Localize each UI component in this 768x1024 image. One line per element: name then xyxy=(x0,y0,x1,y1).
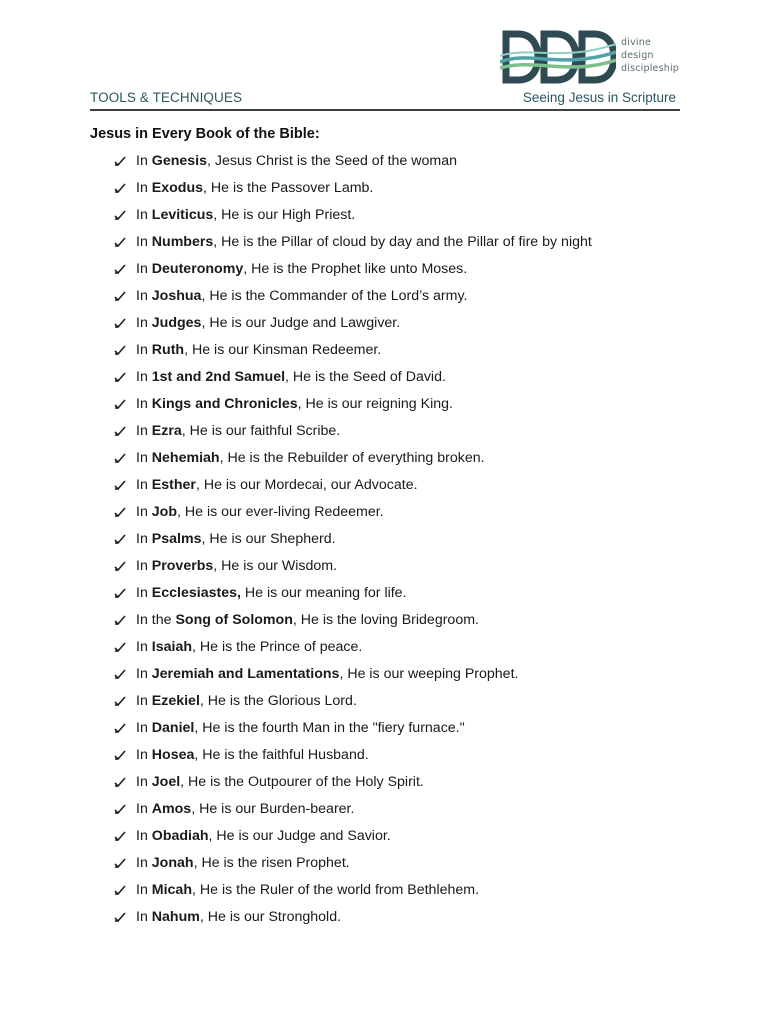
logo-word: design xyxy=(621,50,654,61)
checkmark-bullet-icon xyxy=(114,615,126,625)
item-prefix: In xyxy=(136,234,152,250)
list-item xyxy=(114,772,592,799)
list-item xyxy=(114,205,592,232)
item-prefix: In xyxy=(136,315,152,331)
item-description: , He is our reigning King. xyxy=(297,396,453,412)
list-item xyxy=(114,232,592,259)
book-name: Hosea xyxy=(151,747,195,763)
checkmark-bullet-icon xyxy=(114,912,126,922)
book-name: Esther xyxy=(151,477,196,493)
checkmark-bullet-icon xyxy=(114,507,126,517)
item-description: , He is the Commander of the Lord’s army. xyxy=(201,288,468,304)
item-prefix: In xyxy=(136,477,152,493)
book-name: Song of Solomon xyxy=(175,612,293,628)
book-name: Joshua xyxy=(151,288,202,304)
checkmark-bullet-icon xyxy=(114,453,126,463)
item-prefix: In xyxy=(136,801,152,817)
item-prefix: In xyxy=(136,558,152,574)
item-description: , He is our Mordecai, our Advocate. xyxy=(195,477,418,493)
book-name: Isaiah xyxy=(151,639,193,655)
list-item xyxy=(114,178,592,205)
checkmark-bullet-icon xyxy=(114,345,126,355)
book-name: Ezekiel xyxy=(151,693,200,709)
checkmark-bullet-icon xyxy=(114,399,126,409)
item-prefix: In xyxy=(136,585,152,601)
book-name: Exodus xyxy=(151,180,204,196)
item-description: , He is the Pillar of cloud by day and the Pillar of fire by night xyxy=(213,234,592,250)
page-header xyxy=(90,89,680,111)
book-name: Ruth xyxy=(151,342,185,358)
item-prefix: In xyxy=(136,666,152,682)
list-item xyxy=(114,394,592,421)
book-name: Obadiah xyxy=(151,828,209,844)
checkmark-bullet-icon xyxy=(114,264,126,274)
list-item xyxy=(114,286,592,313)
list-item xyxy=(114,637,592,664)
checkmark-bullet-icon xyxy=(114,885,126,895)
list-item xyxy=(114,691,592,718)
page-title: Jesus in Every Book of the Bible: xyxy=(90,126,320,142)
item-description: , He is the Prince of peace. xyxy=(192,639,363,655)
item-description: , He is our Judge and Savior. xyxy=(208,828,391,844)
item-description: , He is our weeping Prophet. xyxy=(339,666,519,682)
book-name: Joel xyxy=(151,774,181,790)
list-item xyxy=(114,664,592,691)
ddd-logo-mark-icon xyxy=(500,30,616,84)
list-item xyxy=(114,853,592,880)
list-item xyxy=(114,610,592,637)
list-item xyxy=(114,529,592,556)
item-description: , He is our Stronghold. xyxy=(199,909,342,925)
book-name: Proverbs xyxy=(151,558,214,574)
list-item xyxy=(114,448,592,475)
item-description: , He is our Shepherd. xyxy=(201,531,336,547)
item-prefix: In xyxy=(136,504,152,520)
book-list xyxy=(114,151,592,934)
item-description: , He is our Judge and Lawgiver. xyxy=(201,315,401,331)
item-prefix: In xyxy=(136,369,152,385)
checkmark-bullet-icon xyxy=(114,804,126,814)
item-prefix: In xyxy=(136,747,152,763)
item-prefix: In xyxy=(136,207,152,223)
logo xyxy=(500,30,690,84)
item-prefix: In xyxy=(136,693,152,709)
book-name: Job xyxy=(151,504,178,520)
item-description: , He is the Passover Lamb. xyxy=(203,180,374,196)
checkmark-bullet-icon xyxy=(114,777,126,787)
checkmark-bullet-icon xyxy=(114,750,126,760)
checkmark-bullet-icon xyxy=(114,426,126,436)
item-prefix: In xyxy=(136,828,152,844)
book-name: Daniel xyxy=(151,720,195,736)
list-item xyxy=(114,799,592,826)
item-description: , He is the risen Prophet. xyxy=(193,855,350,871)
checkmark-bullet-icon xyxy=(114,237,126,247)
book-name: Micah xyxy=(151,882,192,898)
item-description: , He is the Outpourer of the Holy Spirit. xyxy=(180,774,424,790)
item-description: He is our meaning for life. xyxy=(240,585,407,601)
checkmark-bullet-icon xyxy=(114,480,126,490)
checkmark-bullet-icon xyxy=(114,156,126,166)
logo-word: discipleship xyxy=(621,63,680,74)
list-item xyxy=(114,340,592,367)
item-description: , He is the fourth Man in the "fiery furnace." xyxy=(194,720,465,736)
book-name: Deuteronomy xyxy=(151,261,244,277)
checkmark-bullet-icon xyxy=(114,318,126,328)
logo-word: divine xyxy=(621,37,651,48)
checkmark-bullet-icon xyxy=(114,858,126,868)
book-name: Psalms xyxy=(151,531,202,547)
book-name: Genesis xyxy=(151,153,207,169)
list-item xyxy=(114,718,592,745)
checkmark-bullet-icon xyxy=(114,588,126,598)
list-item xyxy=(114,151,592,178)
book-name: Judges xyxy=(151,315,202,331)
checkmark-bullet-icon xyxy=(114,669,126,679)
item-prefix: In xyxy=(136,774,152,790)
logo-wordmark xyxy=(621,36,679,75)
item-prefix: In xyxy=(136,855,152,871)
item-prefix: In xyxy=(136,342,152,358)
item-description: , He is our faithful Scribe. xyxy=(181,423,341,439)
list-item xyxy=(114,475,592,502)
book-name: Kings and Chronicles xyxy=(151,396,298,412)
item-description: , He is the faithful Husband. xyxy=(194,747,369,763)
item-prefix: In xyxy=(136,531,152,547)
checkmark-bullet-icon xyxy=(114,372,126,382)
checkmark-bullet-icon xyxy=(114,561,126,571)
item-description: , He is our ever-living Redeemer. xyxy=(177,504,384,520)
list-item xyxy=(114,259,592,286)
item-prefix: In the xyxy=(136,612,176,628)
checkmark-bullet-icon xyxy=(114,291,126,301)
list-item xyxy=(114,556,592,583)
book-name: 1st and 2nd Samuel xyxy=(151,369,286,385)
list-item xyxy=(114,502,592,529)
item-prefix: In xyxy=(136,288,152,304)
item-description: , He is the Prophet like unto Moses. xyxy=(243,261,468,277)
book-name: Ezra xyxy=(151,423,182,439)
item-prefix: In xyxy=(136,153,152,169)
item-description: , He is our Kinsman Redeemer. xyxy=(184,342,382,358)
item-prefix: In xyxy=(136,450,152,466)
book-name: Numbers xyxy=(151,234,214,250)
list-item xyxy=(114,880,592,907)
item-description: , He is the loving Bridegroom. xyxy=(292,612,479,628)
list-item xyxy=(114,583,592,610)
item-prefix: In xyxy=(136,180,152,196)
item-description: , He is our Wisdom. xyxy=(213,558,338,574)
checkmark-bullet-icon xyxy=(114,183,126,193)
item-description: , He is our High Priest. xyxy=(213,207,356,223)
list-item xyxy=(114,313,592,340)
item-prefix: In xyxy=(136,909,152,925)
checkmark-bullet-icon xyxy=(114,642,126,652)
checkmark-bullet-icon xyxy=(114,831,126,841)
book-name: Leviticus xyxy=(151,207,214,223)
item-description: , He is the Seed of David. xyxy=(285,369,446,385)
item-prefix: In xyxy=(136,396,152,412)
book-name: Ecclesiastes, xyxy=(151,585,241,601)
book-name: Jonah xyxy=(151,855,194,871)
item-description: , Jesus Christ is the Seed of the woman xyxy=(207,153,457,169)
list-item xyxy=(114,367,592,394)
document-topic: Seeing Jesus in Scripture xyxy=(522,90,676,105)
item-description: , He is the Ruler of the world from Bethlehem. xyxy=(192,882,480,898)
item-prefix: In xyxy=(136,720,152,736)
item-description: , He is our Burden-bearer. xyxy=(191,801,355,817)
checkmark-bullet-icon xyxy=(114,696,126,706)
checkmark-bullet-icon xyxy=(114,723,126,733)
book-name: Nahum xyxy=(151,909,200,925)
item-prefix: In xyxy=(136,882,152,898)
section-label: TOOLS & TECHNIQUES xyxy=(90,90,243,105)
item-prefix: In xyxy=(136,261,152,277)
list-item xyxy=(114,826,592,853)
checkmark-bullet-icon xyxy=(114,210,126,220)
item-prefix: In xyxy=(136,639,152,655)
list-item xyxy=(114,907,592,934)
item-prefix: In xyxy=(136,423,152,439)
item-description: , He is the Glorious Lord. xyxy=(199,693,357,709)
list-item xyxy=(114,745,592,772)
book-name: Jeremiah and Lamentations xyxy=(151,666,340,682)
list-item xyxy=(114,421,592,448)
checkmark-bullet-icon xyxy=(114,534,126,544)
book-name: Nehemiah xyxy=(151,450,220,466)
book-name: Amos xyxy=(151,801,192,817)
item-description: , He is the Rebuilder of everything broken. xyxy=(219,450,485,466)
